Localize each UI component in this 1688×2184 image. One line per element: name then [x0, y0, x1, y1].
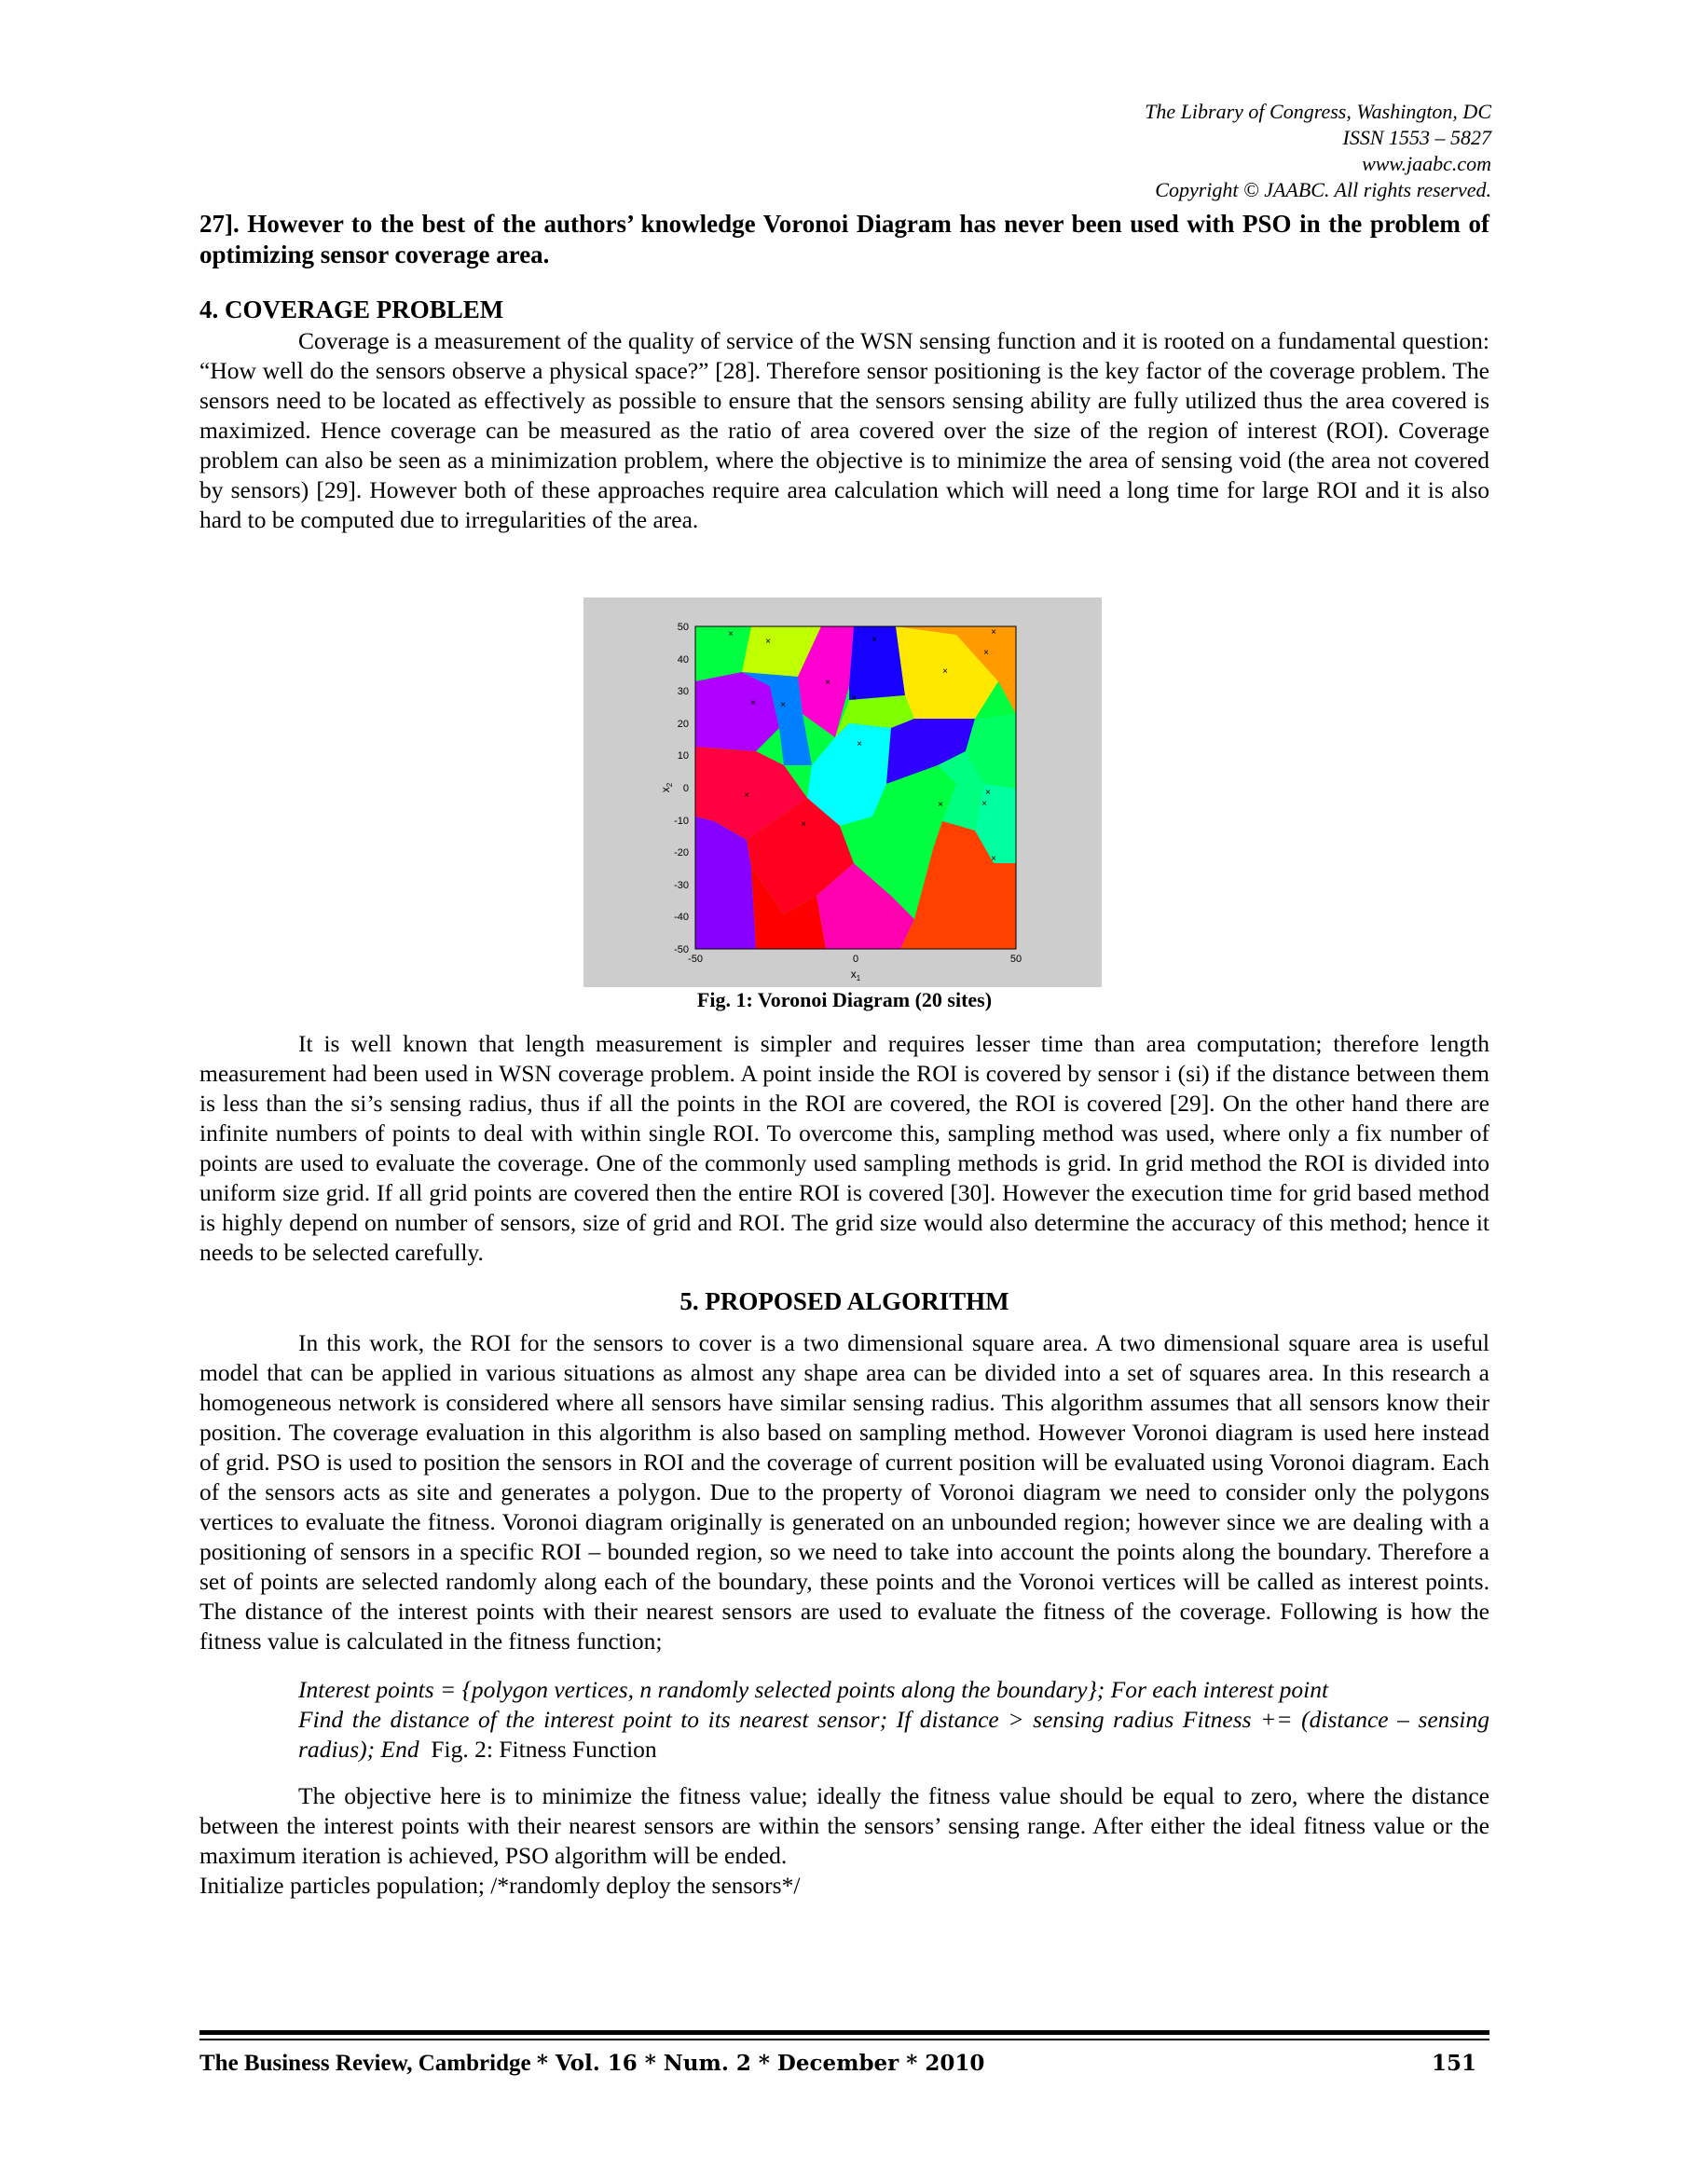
x-tick-label: 50 — [1009, 954, 1022, 965]
y-tick-label: 20 — [677, 719, 689, 730]
y-tick-label: 40 — [677, 654, 689, 666]
site-marker: × — [801, 819, 806, 830]
x-axis-label: $x_1$ — [850, 968, 861, 982]
y-tick-label: 50 — [677, 622, 689, 633]
running-header — [1145, 99, 1491, 203]
header-copyright: Copyright © JAABC. All rights reserved. — [1155, 178, 1491, 201]
y-tick-label: 10 — [677, 750, 689, 762]
site-marker: × — [938, 800, 943, 810]
site-marker: × — [985, 788, 991, 798]
y-tick-label: -20 — [674, 847, 689, 858]
section-5-paragraph: In this work, the ROI for the sensors to cover is a two dimensional square area. A two dimensional square area is useful model that can be applied in various situations as almost any shape area can be divided into a set of squares area. In this research a homogeneous network is considered where all sensors have similar sensing radius. This algorithm assumes that all sensors know their position. The coverage evaluation in this algorithm is also based on sampling method. However Voronoi diagram is used here instead of grid. PSO is used to position the sensors in ROI and the coverage of current position will be evaluated using Voronoi diagram. Each of the sensors acts as site and generates a polygon. Due to the property of Voronoi diagram we need to consider only the polygons vertices to evaluate the fitness. Voronoi diagram originally is generated on an unbounded region; however since we are dealing with a positioning of sensors in a specific ROI – bounded region, so we need to take into account the points along the boundary. Therefore a set of points are selected randomly along each of the boundary, these points and the Voronoi vertices will be called as interest points. The distance of the interest points with their nearest sensors are used to evaluate the fitness of the coverage. Following is how the fitness value is calculated in the fitness function; — [199, 1329, 1489, 1655]
voronoi-diagram — [583, 598, 1102, 987]
y-tick-label: -10 — [674, 816, 689, 827]
y-tick-label: 0 — [682, 783, 689, 794]
site-marker: × — [750, 698, 756, 708]
site-marker: × — [983, 648, 989, 658]
header-website: www.jaabc.com — [1362, 152, 1491, 175]
initialize-line: Initialize particles population; /*randomly deploy the sensors*/ — [199, 1872, 801, 1899]
site-marker: × — [744, 790, 749, 801]
y-tick-label: 30 — [677, 686, 689, 697]
y-tick-label: -40 — [674, 912, 689, 923]
x-axis-ticks — [688, 954, 1022, 965]
site-marker: × — [857, 739, 862, 749]
pseudocode-line-1: Interest points = {polygon vertices, n randomly selected points along the boundary}; For each interest point — [298, 1676, 1329, 1703]
page-number: 151 — [1431, 2051, 1476, 2076]
section-4-heading: 4. COVERAGE PROBLEM — [199, 295, 504, 323]
figure-1-caption: Fig. 1: Voronoi Diagram (20 sites) — [696, 988, 993, 1011]
intro-paragraph: 27]. However to the best of the authors’ knowledge Voronoi Diagram has never been used with PSO in the problem of optimizing sensor coverage area. — [199, 210, 1489, 268]
intro-text-block — [199, 209, 1489, 535]
site-marker: × — [991, 627, 996, 638]
site-marker: × — [871, 635, 877, 645]
footer-journal-info — [199, 2051, 984, 2077]
site-marker: × — [780, 700, 786, 710]
main-text-block — [199, 1029, 1489, 1901]
y-axis-label: $x_2$ — [659, 782, 674, 793]
site-marker: × — [991, 854, 996, 864]
section-5-heading: 5. PROPOSED ALGORITHM — [679, 1287, 1009, 1315]
voronoi-cell-blue-upper — [849, 626, 905, 700]
header-issn: ISSN 1553 – 5827 — [1342, 126, 1491, 149]
section-4-paragraph: Coverage is a measurement of the quality of service of the WSN sensing function and it is rooted on a fundamental question: “How well do the sensors observe a physical space?” [28]. Therefore sensor positioning is the key factor of the coverage problem. The sensors need to be located as effectively as possible to ensure that the sensors sensing ability are fully utilized thus the area covered is maximized. Hence coverage can be measured as the ratio of area covered over the size of the region of interest (ROI). Coverage problem can also be seen as a minimization problem, where the objective is to minimize the area of sensing void (the area not covered by sensors) [29]. However both of these approaches require area calculation which will need a long time for large ROI and it is also hard to be computed due to irregularities of the area. — [199, 327, 1489, 533]
voronoi-cells — [695, 626, 1016, 949]
paragraph-length-measurement: It is well known that length measurement is simpler and requires lesser time than area computation; therefore length measurement had been used in WSN coverage problem. A point inside the ROI is covered by sensor i (si) if the distance between them is less than the si’s sensing radius, thus if all the points in the ROI are covered, the ROI is covered [29]. On the other hand there are infinite numbers of points to deal with within single ROI. To overcome this, sampling method was used, where only a fix number of points are used to evaluate the coverage. One of the commonly used sampling methods is grid. In grid method the ROI is divided into uniform size grid. If all grid points are covered then the entire ROI is covered [30]. However the execution time for grid based method is highly depend on number of sensors, size of grid and ROI. The grid size would also determine the accuracy of this method; hence it needs to be selected carefully. — [199, 1030, 1489, 1266]
x-tick-label: 0 — [852, 954, 859, 965]
site-marker: × — [851, 694, 857, 704]
page-footer — [199, 2051, 1489, 2077]
y-tick-label: -50 — [674, 944, 689, 955]
site-marker: × — [728, 629, 734, 639]
site-marker: × — [765, 637, 771, 647]
y-axis-ticks — [674, 622, 689, 955]
footer-rule-thick — [199, 2030, 1489, 2035]
footer-rule-thin — [199, 2039, 1489, 2040]
site-marker: × — [825, 678, 830, 688]
x-tick-label: -50 — [688, 954, 703, 965]
site-marker: × — [981, 799, 987, 809]
voronoi-figure — [583, 598, 1102, 987]
header-library: The Library of Congress, Washington, DC — [1145, 100, 1491, 123]
closing-paragraph: The objective here is to minimize the fitness value; ideally the fitness value should be equal to zero, where the distance between the interest points with their nearest sensors are within the sensors’ sensing range. After either the ideal fitness value or the maximum iteration is achieved, PSO algorithm will be ended. — [199, 1782, 1489, 1869]
site-marker: × — [942, 666, 948, 677]
pseudocode-line-2: Find the distance of the interest point to its nearest sensor; If distance > sensing radius Fitness += (distance – sensing radius); End Fig. 2: Fitness Function — [298, 1706, 1489, 1763]
footer-journal-name: The Business Review, Cambridge — [199, 2051, 531, 2076]
figure-2-caption: Fig. 2: Fitness Function — [431, 1736, 657, 1763]
y-tick-label: -30 — [674, 880, 689, 891]
footer-volume-info: * Vol. 16 * Num. 2 * December * 2010 — [536, 2051, 985, 2076]
fitness-pseudocode — [199, 1675, 1489, 1765]
